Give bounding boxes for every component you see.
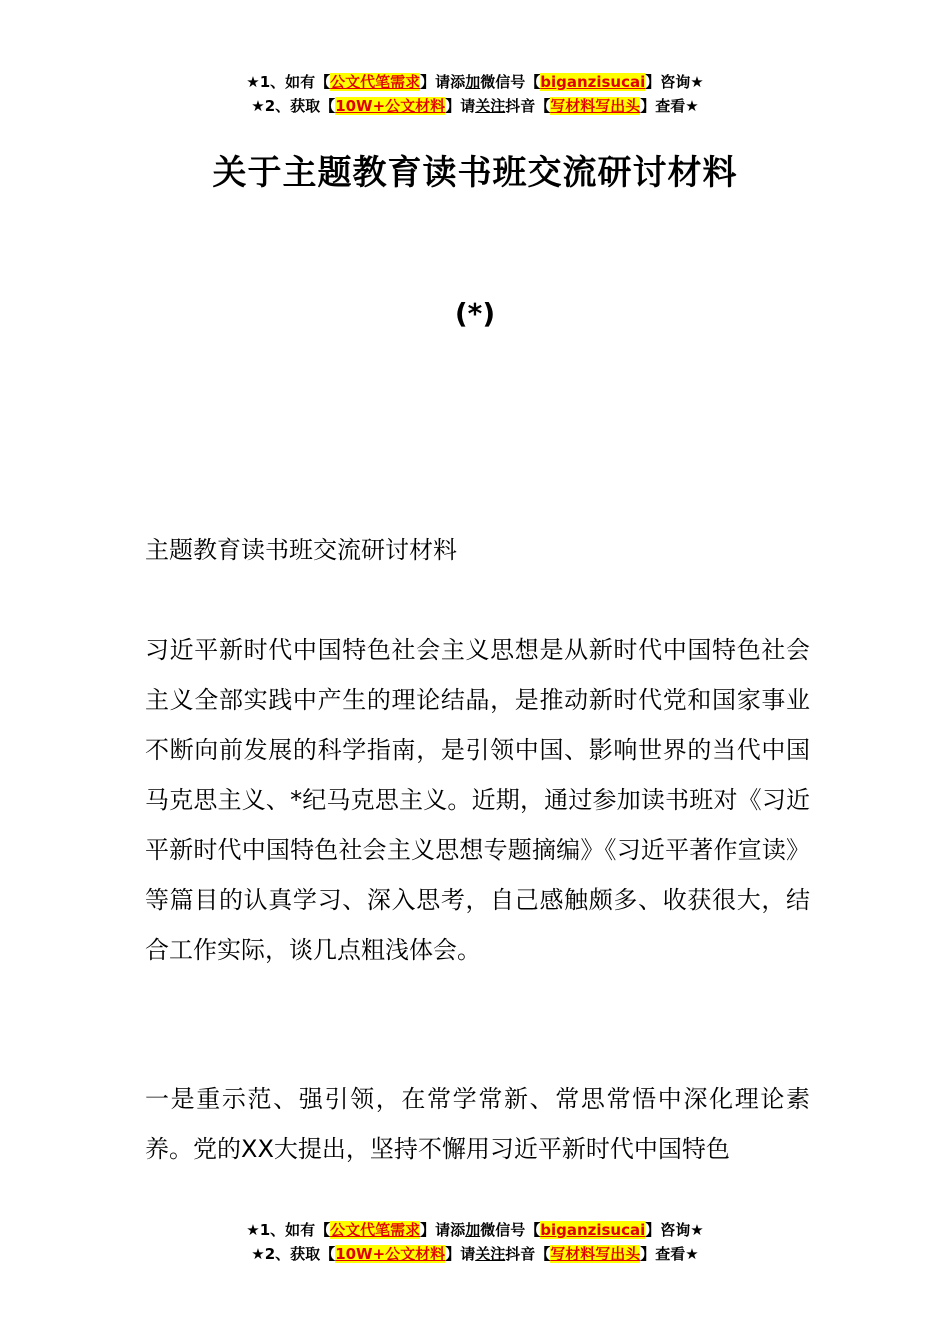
promo-line-1-suffix: 】咨询★	[645, 73, 704, 91]
promo-line-2-mid2: 抖音【	[505, 1245, 551, 1263]
promo-line-2-mid1: 】请	[445, 1245, 476, 1263]
promo-line-1-underlined: 加	[465, 73, 481, 91]
footer-promo-banner	[0, 1218, 950, 1266]
douyin-account-highlight: 写材料写出头	[550, 1245, 641, 1263]
promo-line-2-underlined: 关注	[475, 97, 506, 115]
promo-line-1	[0, 1218, 950, 1242]
materials-offer-highlight: 10W+公文材料	[335, 97, 446, 115]
ghostwriting-service-highlight: 公文代笔需求	[330, 73, 421, 91]
promo-line-1-mid1: 】请添	[420, 73, 466, 91]
document-title: 关于主题教育读书班交流研讨材料	[212, 153, 738, 193]
promo-line-2-suffix: 】查看★	[640, 1245, 699, 1263]
ghostwriting-service-highlight: 公文代笔需求	[330, 1221, 421, 1239]
promo-line-1	[0, 70, 950, 94]
wechat-id-highlight: biganzisucai	[540, 73, 646, 91]
promo-line-1-prefix: ★1、如有【	[246, 1221, 331, 1239]
body-paragraph: 习近平新时代中国特色社会主义思想是从新时代中国特色社会主义全部实践中产生的理论结晶，是推动新时代党和国家事业不断向前发展的科学指南，是引领中国、影响世界的当代中国马克思主义、*纪马克思主义。近期，通过参加读书班对《习近平新时代中国特色社会主义思想专题摘编》《习近平著作宣读》等篇目的认真学习、深入思考，自己感触颇多、收获很大，结合工作实际，谈几点粗浅体会。	[145, 636, 810, 964]
materials-offer-highlight: 10W+公文材料	[335, 1245, 446, 1263]
promo-line-1-mid1: 】请添	[420, 1221, 466, 1239]
promo-line-1-mid2: 微信号【	[480, 73, 541, 91]
promo-line-2-mid2: 抖音【	[505, 97, 551, 115]
promo-line-1-underlined: 加	[465, 1221, 481, 1239]
promo-line-2	[0, 1242, 950, 1266]
wechat-id-highlight: biganzisucai	[540, 1221, 646, 1239]
promo-line-2-suffix: 】查看★	[640, 97, 699, 115]
document-subtitle: 主题教育读书班交流研讨材料	[145, 536, 457, 564]
promo-line-1-suffix: 】咨询★	[645, 1221, 704, 1239]
promo-line-1-prefix: ★1、如有【	[246, 73, 331, 91]
promo-line-2-underlined: 关注	[475, 1245, 506, 1263]
body-paragraph: 一是重示范、强引领，在常学常新、常思常悟中深化理论素养。党的XX大提出，坚持不懈用习近平新时代中国特色	[145, 1085, 810, 1163]
promo-line-2-mid1: 】请	[445, 97, 476, 115]
promo-line-2	[0, 94, 950, 118]
header-promo-banner	[0, 70, 950, 118]
promo-line-1-mid2: 微信号【	[480, 1221, 541, 1239]
document-author: (*)	[454, 297, 496, 330]
promo-line-2-prefix: ★2、获取【	[251, 97, 336, 115]
douyin-account-highlight: 写材料写出头	[550, 97, 641, 115]
promo-line-2-prefix: ★2、获取【	[251, 1245, 336, 1263]
